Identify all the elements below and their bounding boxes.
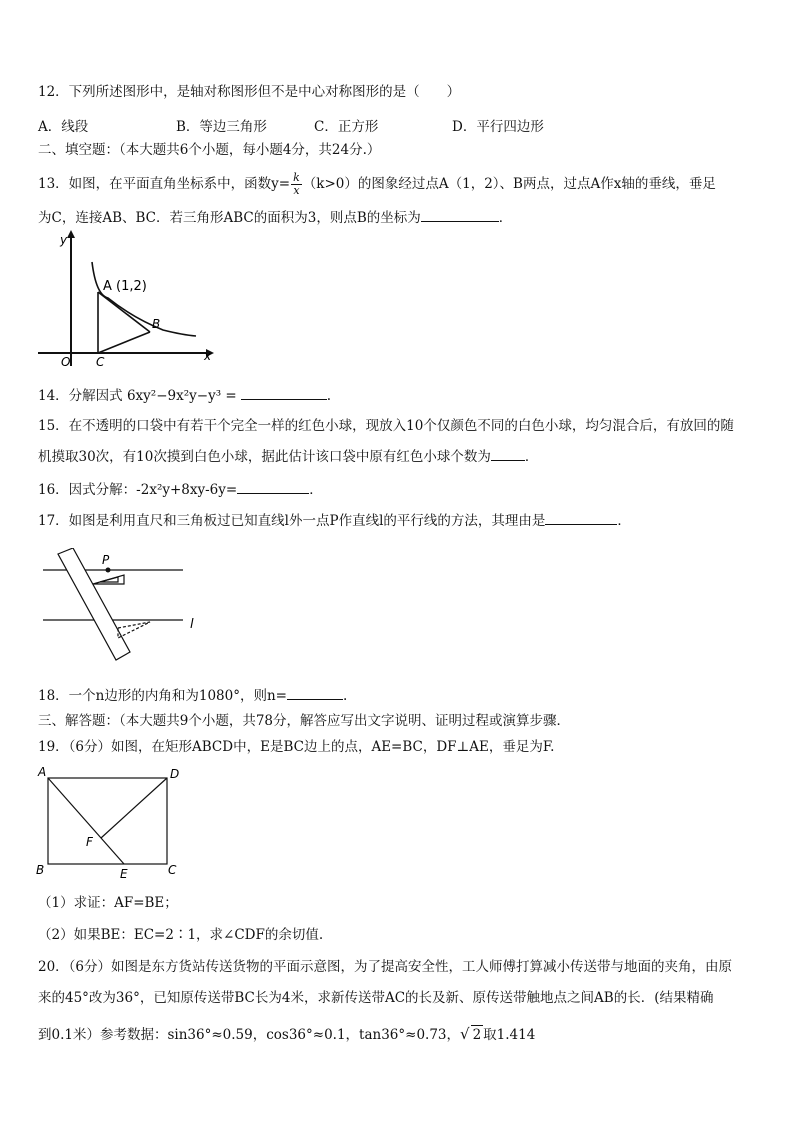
q13-label-b: B (152, 317, 161, 331)
q18-text: 18．一个n边形的内角和为1080°，则n= (38, 688, 287, 704)
q15-end: ． (524, 449, 539, 465)
q13-label-x: x (204, 349, 212, 363)
q19-segment-ae (48, 778, 124, 864)
q15-answer-blank[interactable] (491, 447, 525, 461)
sqrt-icon: √ (460, 1025, 470, 1043)
q16-line (38, 480, 323, 499)
q20-line1: 20．（6分）如图是东方货站传送货物的平面示意图，为了提高安全性，工人师傅打算减小传送带与地面的夹角，由原 (38, 959, 733, 975)
q19-label-c: C (168, 863, 177, 877)
q13-fraction-numerator: k (293, 171, 300, 184)
section-3-heading: 三、解答题：（本大题共9个小题，共78分，解答应写出文字说明、证明过程或演算步骤． (38, 713, 571, 729)
q13-fraction (291, 172, 302, 197)
q12-option-b: B．等边三角形 (176, 119, 267, 135)
q20-line3 (38, 1025, 535, 1044)
q19-label-f: F (86, 835, 93, 849)
q15-text: 机摸取30次，有10次摸到白色小球，据此估计该口袋中原有红色小球个数为 (38, 449, 491, 465)
q16-answer-blank[interactable] (237, 480, 309, 494)
q13-label-o: O (61, 355, 71, 369)
q19-stem: 19．（6分）如图，在矩形ABCD中，E是BC边上的点，AE=BC，DF⊥AE，垂足为F. (38, 739, 555, 755)
q19-segment-df (101, 778, 167, 838)
q13-figure (38, 230, 218, 370)
q17-figure (38, 548, 208, 664)
q13-label-y: y (60, 233, 68, 247)
q14-line (38, 386, 331, 405)
q13-label-c: C (96, 355, 105, 369)
q19-part1: （1）求证：AF=BE； (38, 895, 178, 911)
q17-line (38, 511, 631, 530)
q13-label-a: A (1,2) (103, 279, 147, 294)
q20-sqrt-arg: 2 (472, 1027, 482, 1043)
q13-text-b: （k>0）的图象经过点A（1，2）、B两点，过点A作x轴的垂线，垂足 (302, 176, 716, 192)
q17-label-l: l (190, 617, 194, 632)
q13-text-a: 13．如图，在平面直角坐标系中，函数y= (38, 176, 291, 192)
q18-end: . (343, 688, 348, 704)
q19-label-e: E (120, 867, 128, 881)
q13-text-c: 为C，连接AB、BC．若三角形ABC的面积为3，则点B的坐标为 (38, 210, 421, 226)
q17-label-p: P (102, 553, 110, 567)
q13-y-arrow (67, 230, 75, 238)
q14-text: 14．分解因式 6xy²−9x²y−y³ = (38, 388, 237, 404)
q19-rectangle-abcd (48, 778, 167, 864)
q19-label-d: D (170, 767, 180, 781)
q19-part2: （2）如果BE：EC=2∶1，求∠CDF的余切值. (38, 927, 324, 943)
q13-line1 (38, 172, 716, 197)
q19-label-a: A (38, 765, 47, 779)
q15-line2 (38, 447, 538, 466)
q17-triangle-bottom (118, 622, 150, 638)
q12-option-a: A．线段 (38, 119, 89, 135)
q12-stem: 12．下列所述图形中，是轴对称图形但不是中心对称图形的是（ ） (38, 84, 461, 100)
q13-line2 (38, 208, 512, 227)
q13-answer-blank[interactable] (421, 208, 499, 222)
q13-segment-ab (98, 292, 150, 332)
q17-answer-blank[interactable] (545, 511, 617, 525)
q14-end: . (326, 388, 332, 404)
q19-label-b: B (36, 863, 45, 877)
q20-text-b: 取1.414 (483, 1027, 536, 1043)
q18-line (38, 686, 347, 705)
q16-text: 16．因式分解：-2x²y+8xy-6y= (38, 482, 238, 498)
q17-point-p (106, 568, 111, 573)
q18-answer-blank[interactable] (287, 686, 343, 700)
q13-end: ． (498, 210, 513, 226)
q13-segment-bc (98, 332, 150, 353)
q20-text-a: 到0.1米）参考数据：sin36°≈0.59，cos36°≈0.1，tan36°≈0.73， (38, 1027, 460, 1043)
q12-option-c: C．正方形 (314, 119, 379, 135)
q17-text: 17．如图是利用直尺和三角板过已知直线l外一点P作直线l的平行线的方法，其理由是 (38, 513, 546, 529)
q15-line1: 15．在不透明的口袋中有若干个完全一样的红色小球，现放入10个仅颜色不同的白色小球，均匀混合后，有放回的随 (38, 418, 734, 434)
q16-end: ． (309, 482, 323, 498)
q17-end: ． (617, 513, 631, 529)
q13-fraction-denominator: x (293, 184, 300, 197)
q20-line2: 来的45°改为36°，已知原传送带BC长为4米，求新传送带AC的长及新、原传送带触地点之间AB的长．(结果精确 (38, 990, 714, 1006)
q12-option-d: D．平行四边形 (452, 119, 544, 135)
section-2-heading: 二、填空题：（本大题共6个小题，每小题4分，共24分.） (38, 142, 381, 158)
q17-ruler (58, 548, 130, 660)
q19-figure (36, 762, 186, 882)
q14-answer-blank[interactable] (241, 386, 327, 400)
